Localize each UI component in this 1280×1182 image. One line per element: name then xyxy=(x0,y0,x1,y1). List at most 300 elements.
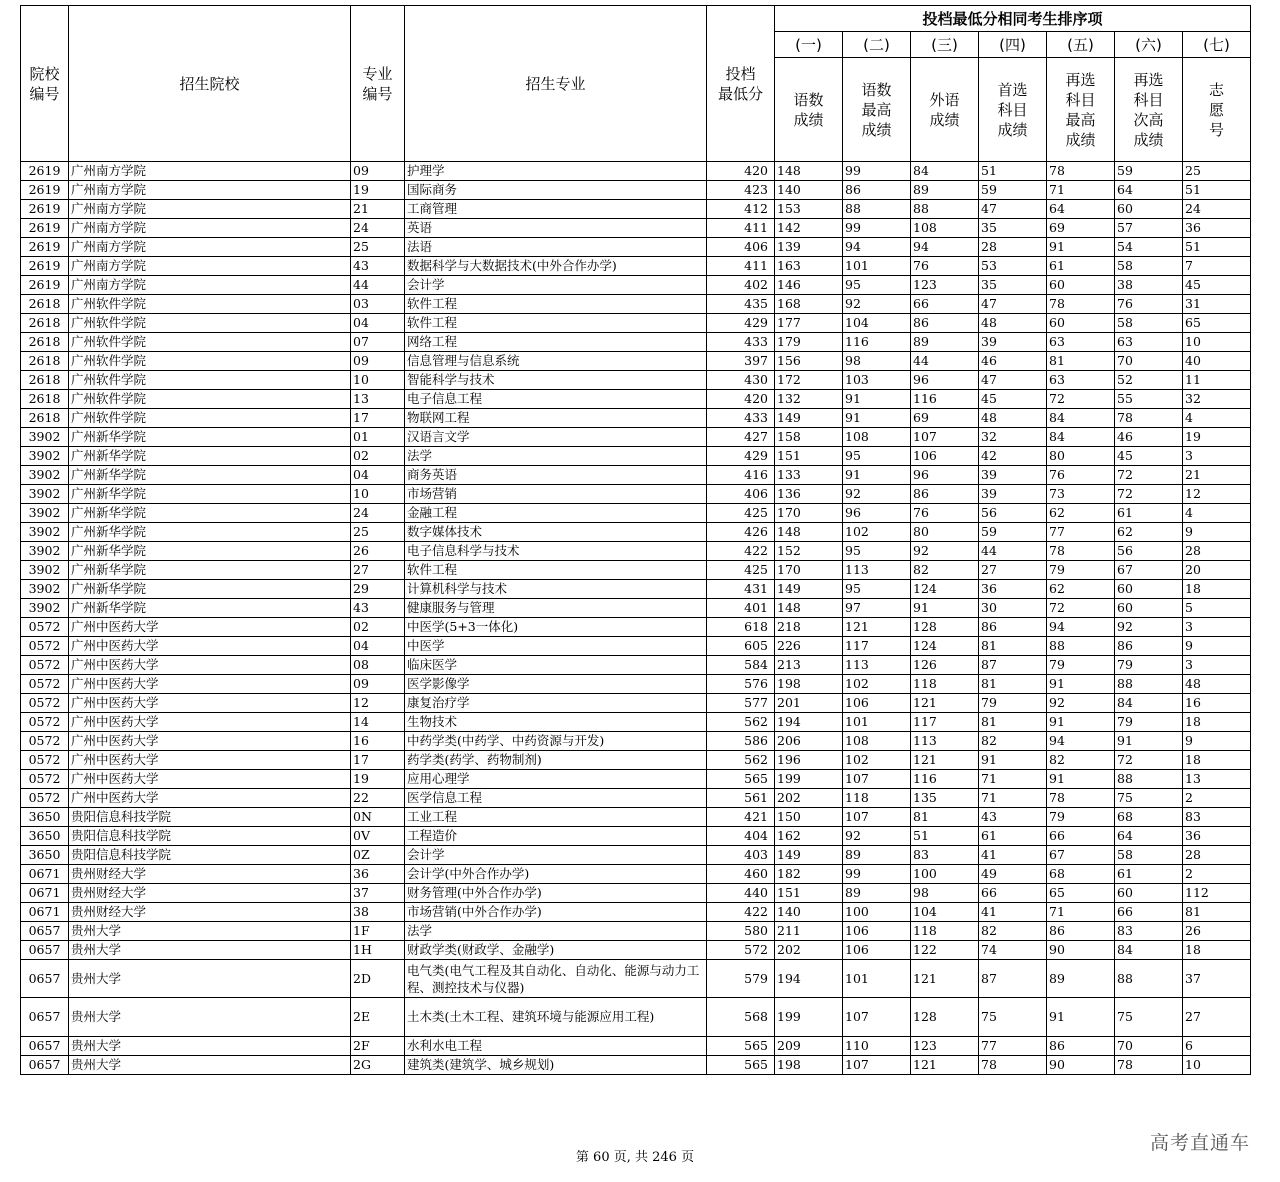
cell-first-subject-score: 39 xyxy=(979,466,1047,485)
cell-min-score: 577 xyxy=(707,694,775,713)
cell-chinese-math-max-score: 116 xyxy=(843,333,911,352)
cell-elective-second-score: 68 xyxy=(1115,808,1183,827)
cell-foreign-language-score: 124 xyxy=(911,580,979,599)
page-footer: 第 60 页, 共 246 页 xyxy=(575,1150,695,1165)
cell-major-name: 医学信息工程 xyxy=(405,789,707,808)
cell-major-code: 12 xyxy=(351,694,405,713)
cell-chinese-math-score: 133 xyxy=(775,466,843,485)
cell-elective-second-score: 52 xyxy=(1115,371,1183,390)
cell-chinese-math-score: 199 xyxy=(775,770,843,789)
cell-first-subject-score: 30 xyxy=(979,599,1047,618)
cell-school-code: 2619 xyxy=(21,257,69,276)
cell-chinese-math-score: 218 xyxy=(775,618,843,637)
cell-elective-max-score: 69 xyxy=(1047,219,1115,238)
cell-elective-second-score: 62 xyxy=(1115,523,1183,542)
cell-major-name: 法学 xyxy=(405,922,707,941)
cell-school-name: 广州新华学院 xyxy=(69,504,351,523)
cell-school-name: 广州软件学院 xyxy=(69,409,351,428)
cell-school-code: 0572 xyxy=(21,789,69,808)
cell-min-score: 565 xyxy=(707,1037,775,1056)
cell-major-code: 04 xyxy=(351,314,405,333)
cell-major-code: 24 xyxy=(351,504,405,523)
cell-school-code: 0657 xyxy=(21,960,69,998)
cell-min-score: 411 xyxy=(707,257,775,276)
cell-elective-max-score: 89 xyxy=(1047,960,1115,998)
cell-major-code: 0V xyxy=(351,827,405,846)
cell-min-score: 618 xyxy=(707,618,775,637)
cell-min-score: 576 xyxy=(707,675,775,694)
cell-school-name: 广州软件学院 xyxy=(69,314,351,333)
cell-elective-max-score: 80 xyxy=(1047,447,1115,466)
table-row xyxy=(21,960,1251,998)
cell-chinese-math-score: 194 xyxy=(775,713,843,732)
cell-major-name: 会计学(中外合作办学) xyxy=(405,865,707,884)
cell-chinese-math-score: 199 xyxy=(775,998,843,1037)
cell-min-score: 402 xyxy=(707,276,775,295)
cell-school-code: 2618 xyxy=(21,333,69,352)
cell-major-name: 中医学 xyxy=(405,637,707,656)
cell-elective-second-score: 88 xyxy=(1115,770,1183,789)
cell-school-name: 广州南方学院 xyxy=(69,181,351,200)
cell-school-name: 广州软件学院 xyxy=(69,390,351,409)
cell-preference-number: 4 xyxy=(1183,409,1251,428)
cell-chinese-math-max-score: 104 xyxy=(843,314,911,333)
cell-school-name: 广州软件学院 xyxy=(69,333,351,352)
table-row xyxy=(21,903,1251,922)
cell-major-name: 水利水电工程 xyxy=(405,1037,707,1056)
cell-major-code: 2D xyxy=(351,960,405,998)
cell-school-name: 广州南方学院 xyxy=(69,276,351,295)
cell-elective-second-score: 45 xyxy=(1115,447,1183,466)
cell-chinese-math-max-score: 95 xyxy=(843,542,911,561)
cell-school-code: 0572 xyxy=(21,618,69,637)
cell-major-code: 14 xyxy=(351,713,405,732)
cell-chinese-math-score: 206 xyxy=(775,732,843,751)
cell-foreign-language-score: 118 xyxy=(911,675,979,694)
cell-chinese-math-max-score: 97 xyxy=(843,599,911,618)
cell-major-code: 09 xyxy=(351,675,405,694)
cell-chinese-math-max-score: 113 xyxy=(843,561,911,580)
cell-min-score: 460 xyxy=(707,865,775,884)
cell-major-code: 16 xyxy=(351,732,405,751)
cell-preference-number: 13 xyxy=(1183,770,1251,789)
cell-chinese-math-max-score: 86 xyxy=(843,181,911,200)
cell-first-subject-score: 87 xyxy=(979,656,1047,675)
cell-elective-max-score: 63 xyxy=(1047,371,1115,390)
cell-school-name: 贵州财经大学 xyxy=(69,884,351,903)
cell-foreign-language-score: 124 xyxy=(911,637,979,656)
cell-elective-max-score: 68 xyxy=(1047,865,1115,884)
cell-chinese-math-max-score: 99 xyxy=(843,865,911,884)
cell-elective-max-score: 78 xyxy=(1047,162,1115,181)
cell-foreign-language-score: 121 xyxy=(911,1056,979,1075)
cell-foreign-language-score: 123 xyxy=(911,276,979,295)
cell-foreign-language-score: 84 xyxy=(911,162,979,181)
cell-preference-number: 18 xyxy=(1183,580,1251,599)
cell-chinese-math-score: 226 xyxy=(775,637,843,656)
cell-preference-number: 27 xyxy=(1183,998,1251,1037)
cell-chinese-math-max-score: 110 xyxy=(843,1037,911,1056)
cell-chinese-math-max-score: 108 xyxy=(843,428,911,447)
cell-major-code: 09 xyxy=(351,352,405,371)
cell-elective-second-score: 84 xyxy=(1115,941,1183,960)
cell-chinese-math-max-score: 89 xyxy=(843,884,911,903)
cell-foreign-language-score: 96 xyxy=(911,466,979,485)
cell-first-subject-score: 59 xyxy=(979,181,1047,200)
cell-major-name: 土木类(土木工程、建筑环境与能源应用工程) xyxy=(405,998,707,1037)
cell-preference-number: 7 xyxy=(1183,257,1251,276)
cell-elective-second-score: 78 xyxy=(1115,1056,1183,1075)
cell-chinese-math-score: 202 xyxy=(775,941,843,960)
cell-preference-number: 6 xyxy=(1183,1037,1251,1056)
cell-major-name: 工程造价 xyxy=(405,827,707,846)
cell-chinese-math-score: 201 xyxy=(775,694,843,713)
cell-elective-max-score: 91 xyxy=(1047,713,1115,732)
cell-first-subject-score: 47 xyxy=(979,200,1047,219)
cell-first-subject-score: 48 xyxy=(979,409,1047,428)
cell-min-score: 572 xyxy=(707,941,775,960)
cell-preference-number: 10 xyxy=(1183,1056,1251,1075)
cell-min-score: 422 xyxy=(707,542,775,561)
cell-major-code: 43 xyxy=(351,257,405,276)
cell-elective-max-score: 84 xyxy=(1047,428,1115,447)
table-row xyxy=(21,428,1251,447)
cell-foreign-language-score: 117 xyxy=(911,713,979,732)
cell-preference-number: 36 xyxy=(1183,827,1251,846)
cell-preference-number: 18 xyxy=(1183,941,1251,960)
cell-major-code: 02 xyxy=(351,618,405,637)
cell-min-score: 404 xyxy=(707,827,775,846)
cell-chinese-math-max-score: 96 xyxy=(843,504,911,523)
cell-elective-second-score: 63 xyxy=(1115,333,1183,352)
cell-foreign-language-score: 104 xyxy=(911,903,979,922)
cell-school-code: 2619 xyxy=(21,200,69,219)
cell-major-name: 护理学 xyxy=(405,162,707,181)
cell-major-code: 13 xyxy=(351,390,405,409)
cell-major-name: 医学影像学 xyxy=(405,675,707,694)
cell-elective-second-score: 79 xyxy=(1115,656,1183,675)
cell-school-code: 2618 xyxy=(21,352,69,371)
cell-elective-second-score: 78 xyxy=(1115,409,1183,428)
cell-major-name: 网络工程 xyxy=(405,333,707,352)
header-order-number: (七) xyxy=(1183,32,1251,58)
cell-school-name: 广州新华学院 xyxy=(69,580,351,599)
cell-elective-max-score: 67 xyxy=(1047,846,1115,865)
cell-school-code: 3902 xyxy=(21,504,69,523)
cell-foreign-language-score: 126 xyxy=(911,656,979,675)
cell-foreign-language-score: 100 xyxy=(911,865,979,884)
cell-chinese-math-max-score: 101 xyxy=(843,713,911,732)
cell-preference-number: 20 xyxy=(1183,561,1251,580)
cell-major-name: 法学 xyxy=(405,447,707,466)
cell-min-score: 429 xyxy=(707,447,775,466)
cell-elective-second-score: 76 xyxy=(1115,295,1183,314)
table-row xyxy=(21,390,1251,409)
cell-chinese-math-score: 151 xyxy=(775,884,843,903)
cell-preference-number: 10 xyxy=(1183,333,1251,352)
cell-first-subject-score: 61 xyxy=(979,827,1047,846)
cell-elective-max-score: 86 xyxy=(1047,1037,1115,1056)
cell-first-subject-score: 81 xyxy=(979,675,1047,694)
cell-preference-number: 18 xyxy=(1183,751,1251,770)
cell-first-subject-score: 51 xyxy=(979,162,1047,181)
cell-chinese-math-score: 153 xyxy=(775,200,843,219)
cell-chinese-math-score: 148 xyxy=(775,599,843,618)
cell-school-code: 0657 xyxy=(21,1037,69,1056)
cell-school-name: 广州新华学院 xyxy=(69,542,351,561)
cell-min-score: 412 xyxy=(707,200,775,219)
cell-elective-second-score: 88 xyxy=(1115,960,1183,998)
cell-school-name: 贵州大学 xyxy=(69,1037,351,1056)
cell-school-code: 0572 xyxy=(21,713,69,732)
cell-elective-max-score: 64 xyxy=(1047,200,1115,219)
cell-major-code: 04 xyxy=(351,466,405,485)
cell-school-code: 2619 xyxy=(21,181,69,200)
cell-preference-number: 24 xyxy=(1183,200,1251,219)
cell-min-score: 431 xyxy=(707,580,775,599)
header-school-name: 招生院校 xyxy=(69,6,351,162)
cell-elective-second-score: 83 xyxy=(1115,922,1183,941)
cell-major-code: 25 xyxy=(351,523,405,542)
cell-elective-max-score: 62 xyxy=(1047,504,1115,523)
cell-preference-number: 2 xyxy=(1183,865,1251,884)
cell-first-subject-score: 81 xyxy=(979,713,1047,732)
cell-first-subject-score: 41 xyxy=(979,903,1047,922)
header-major-code: 专业 编号 xyxy=(351,6,405,162)
table-row xyxy=(21,219,1251,238)
cell-chinese-math-max-score: 95 xyxy=(843,580,911,599)
cell-elective-max-score: 94 xyxy=(1047,732,1115,751)
cell-school-name: 贵州大学 xyxy=(69,960,351,998)
cell-chinese-math-score: 213 xyxy=(775,656,843,675)
cell-chinese-math-max-score: 102 xyxy=(843,523,911,542)
cell-school-name: 贵州财经大学 xyxy=(69,903,351,922)
cell-chinese-math-score: 139 xyxy=(775,238,843,257)
cell-first-subject-score: 49 xyxy=(979,865,1047,884)
cell-chinese-math-max-score: 121 xyxy=(843,618,911,637)
cell-elective-max-score: 62 xyxy=(1047,580,1115,599)
cell-preference-number: 12 xyxy=(1183,485,1251,504)
cell-school-name: 广州中医药大学 xyxy=(69,770,351,789)
cell-first-subject-score: 41 xyxy=(979,846,1047,865)
cell-foreign-language-score: 118 xyxy=(911,922,979,941)
cell-chinese-math-score: 163 xyxy=(775,257,843,276)
cell-major-name: 软件工程 xyxy=(405,561,707,580)
cell-foreign-language-score: 81 xyxy=(911,808,979,827)
cell-min-score: 586 xyxy=(707,732,775,751)
cell-major-name: 计算机科学与技术 xyxy=(405,580,707,599)
cell-elective-max-score: 78 xyxy=(1047,295,1115,314)
cell-major-name: 软件工程 xyxy=(405,314,707,333)
cell-elective-second-score: 61 xyxy=(1115,865,1183,884)
cell-preference-number: 40 xyxy=(1183,352,1251,371)
cell-elective-max-score: 63 xyxy=(1047,333,1115,352)
cell-school-code: 2618 xyxy=(21,409,69,428)
cell-min-score: 433 xyxy=(707,409,775,428)
cell-chinese-math-score: 149 xyxy=(775,409,843,428)
cell-major-code: 24 xyxy=(351,219,405,238)
table-row xyxy=(21,333,1251,352)
cell-elective-second-score: 66 xyxy=(1115,903,1183,922)
cell-elective-second-score: 60 xyxy=(1115,599,1183,618)
cell-elective-second-score: 75 xyxy=(1115,789,1183,808)
cell-foreign-language-score: 86 xyxy=(911,485,979,504)
cell-school-name: 贵阳信息科技学院 xyxy=(69,827,351,846)
cell-chinese-math-max-score: 107 xyxy=(843,808,911,827)
cell-school-name: 贵州大学 xyxy=(69,922,351,941)
cell-min-score: 565 xyxy=(707,770,775,789)
cell-foreign-language-score: 121 xyxy=(911,960,979,998)
cell-chinese-math-max-score: 118 xyxy=(843,789,911,808)
cell-elective-second-score: 70 xyxy=(1115,1037,1183,1056)
cell-major-code: 25 xyxy=(351,238,405,257)
cell-chinese-math-score: 198 xyxy=(775,675,843,694)
cell-chinese-math-max-score: 98 xyxy=(843,352,911,371)
cell-min-score: 422 xyxy=(707,903,775,922)
cell-preference-number: 31 xyxy=(1183,295,1251,314)
header-order-item: 外语 成绩 xyxy=(911,58,979,162)
cell-foreign-language-score: 80 xyxy=(911,523,979,542)
cell-foreign-language-score: 98 xyxy=(911,884,979,903)
cell-foreign-language-score: 92 xyxy=(911,542,979,561)
cell-min-score: 605 xyxy=(707,637,775,656)
table-row xyxy=(21,998,1251,1037)
cell-chinese-math-max-score: 106 xyxy=(843,941,911,960)
cell-foreign-language-score: 51 xyxy=(911,827,979,846)
cell-foreign-language-score: 89 xyxy=(911,333,979,352)
cell-chinese-math-score: 150 xyxy=(775,808,843,827)
table-row xyxy=(21,542,1251,561)
cell-major-code: 04 xyxy=(351,637,405,656)
cell-preference-number: 9 xyxy=(1183,637,1251,656)
table-row xyxy=(21,162,1251,181)
cell-first-subject-score: 78 xyxy=(979,1056,1047,1075)
cell-elective-max-score: 79 xyxy=(1047,561,1115,580)
cell-major-name: 金融工程 xyxy=(405,504,707,523)
cell-major-name: 电子信息科学与技术 xyxy=(405,542,707,561)
cell-first-subject-score: 27 xyxy=(979,561,1047,580)
cell-chinese-math-max-score: 89 xyxy=(843,846,911,865)
cell-chinese-math-score: 194 xyxy=(775,960,843,998)
header-group-title: 投档最低分相同考生排序项 xyxy=(775,6,1251,32)
table-row xyxy=(21,200,1251,219)
watermark-logo: 高考直通车 xyxy=(1149,1132,1250,1154)
cell-school-code: 2619 xyxy=(21,238,69,257)
cell-major-name: 建筑类(建筑学、城乡规划) xyxy=(405,1056,707,1075)
cell-preference-number: 16 xyxy=(1183,694,1251,713)
cell-first-subject-score: 74 xyxy=(979,941,1047,960)
cell-preference-number: 26 xyxy=(1183,922,1251,941)
cell-foreign-language-score: 108 xyxy=(911,219,979,238)
cell-first-subject-score: 56 xyxy=(979,504,1047,523)
table-row xyxy=(21,523,1251,542)
cell-elective-second-score: 46 xyxy=(1115,428,1183,447)
cell-min-score: 420 xyxy=(707,390,775,409)
cell-chinese-math-max-score: 91 xyxy=(843,409,911,428)
cell-chinese-math-score: 136 xyxy=(775,485,843,504)
cell-major-code: 08 xyxy=(351,656,405,675)
table-row xyxy=(21,732,1251,751)
cell-school-name: 广州新华学院 xyxy=(69,561,351,580)
cell-major-code: 02 xyxy=(351,447,405,466)
cell-elective-second-score: 58 xyxy=(1115,846,1183,865)
cell-first-subject-score: 39 xyxy=(979,333,1047,352)
cell-foreign-language-score: 128 xyxy=(911,998,979,1037)
cell-elective-second-score: 72 xyxy=(1115,485,1183,504)
table-row xyxy=(21,808,1251,827)
table-row xyxy=(21,1037,1251,1056)
cell-elective-second-score: 72 xyxy=(1115,466,1183,485)
cell-major-code: 2G xyxy=(351,1056,405,1075)
cell-major-name: 康复治疗学 xyxy=(405,694,707,713)
cell-elective-max-score: 84 xyxy=(1047,409,1115,428)
cell-preference-number: 18 xyxy=(1183,713,1251,732)
table-header xyxy=(21,6,1251,162)
cell-first-subject-score: 71 xyxy=(979,789,1047,808)
cell-major-name: 工商管理 xyxy=(405,200,707,219)
cell-elective-second-score: 60 xyxy=(1115,200,1183,219)
cell-chinese-math-max-score: 92 xyxy=(843,295,911,314)
cell-major-name: 中医学(5+3一体化) xyxy=(405,618,707,637)
cell-elective-max-score: 66 xyxy=(1047,827,1115,846)
cell-first-subject-score: 35 xyxy=(979,276,1047,295)
cell-major-name: 电子信息工程 xyxy=(405,390,707,409)
cell-first-subject-score: 46 xyxy=(979,352,1047,371)
cell-first-subject-score: 42 xyxy=(979,447,1047,466)
table-row xyxy=(21,599,1251,618)
cell-elective-max-score: 91 xyxy=(1047,998,1115,1037)
cell-school-code: 0657 xyxy=(21,941,69,960)
table-row xyxy=(21,504,1251,523)
header-order-item: 首选 科目 成绩 xyxy=(979,58,1047,162)
cell-min-score: 406 xyxy=(707,485,775,504)
cell-school-name: 广州南方学院 xyxy=(69,238,351,257)
cell-first-subject-score: 36 xyxy=(979,580,1047,599)
cell-elective-max-score: 91 xyxy=(1047,238,1115,257)
table-row xyxy=(21,789,1251,808)
cell-school-name: 广州新华学院 xyxy=(69,428,351,447)
cell-school-code: 3650 xyxy=(21,846,69,865)
cell-min-score: 423 xyxy=(707,181,775,200)
cell-min-score: 584 xyxy=(707,656,775,675)
cell-school-code: 0572 xyxy=(21,675,69,694)
header-order-number: (五) xyxy=(1047,32,1115,58)
cell-preference-number: 21 xyxy=(1183,466,1251,485)
cell-min-score: 397 xyxy=(707,352,775,371)
cell-school-code: 3902 xyxy=(21,485,69,504)
cell-chinese-math-max-score: 101 xyxy=(843,257,911,276)
cell-chinese-math-score: 132 xyxy=(775,390,843,409)
cell-major-name: 临床医学 xyxy=(405,656,707,675)
header-order-item: 再选 科目 次高 成绩 xyxy=(1115,58,1183,162)
table-row xyxy=(21,276,1251,295)
table-body xyxy=(21,162,1251,1075)
cell-major-code: 19 xyxy=(351,181,405,200)
table-row xyxy=(21,846,1251,865)
cell-foreign-language-score: 69 xyxy=(911,409,979,428)
cell-chinese-math-score: 148 xyxy=(775,523,843,542)
cell-school-name: 广州中医药大学 xyxy=(69,656,351,675)
cell-chinese-math-score: 170 xyxy=(775,561,843,580)
cell-school-code: 3902 xyxy=(21,561,69,580)
cell-school-name: 广州软件学院 xyxy=(69,371,351,390)
cell-school-code: 3902 xyxy=(21,542,69,561)
cell-school-name: 广州南方学院 xyxy=(69,200,351,219)
cell-foreign-language-score: 94 xyxy=(911,238,979,257)
cell-chinese-math-score: 146 xyxy=(775,276,843,295)
cell-preference-number: 37 xyxy=(1183,960,1251,998)
cell-elective-second-score: 57 xyxy=(1115,219,1183,238)
